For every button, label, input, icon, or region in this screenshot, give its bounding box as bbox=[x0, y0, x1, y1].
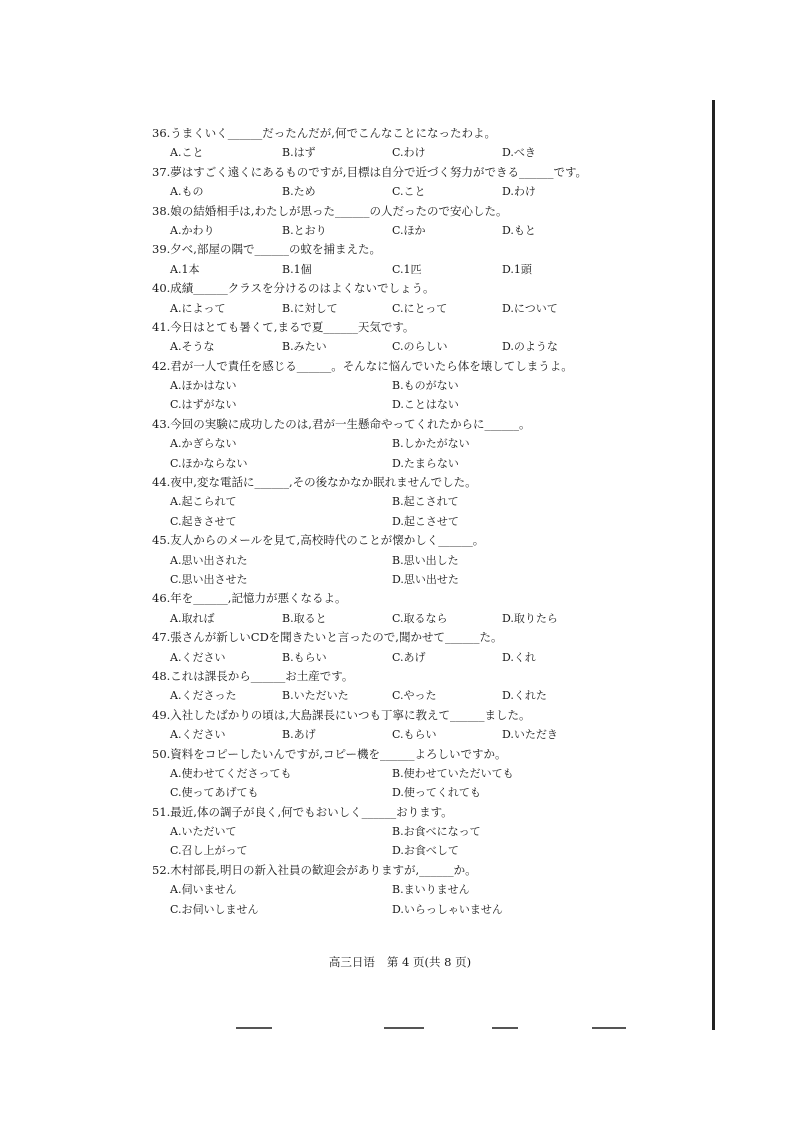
option-row bbox=[152, 221, 707, 240]
option-row bbox=[152, 260, 707, 279]
page-edge-rule bbox=[712, 100, 715, 1030]
option-c: C.ほか bbox=[392, 223, 426, 237]
option-c: C.思い出させた bbox=[170, 572, 248, 586]
option-row bbox=[152, 337, 707, 356]
option-c: C.お伺いしません bbox=[170, 902, 259, 916]
option-c: C.わけ bbox=[392, 146, 426, 160]
option-a: A.によって bbox=[170, 301, 226, 315]
scan-mark bbox=[236, 1027, 272, 1029]
question-text: 45.友人からのメールを見て,高校時代のことが懐かしく______。 bbox=[152, 533, 485, 548]
option-c: C.ほかならない bbox=[170, 456, 248, 470]
option-b: B.取ると bbox=[282, 611, 327, 625]
option-d: D.ことはない bbox=[392, 398, 459, 412]
option-a: A.起こられて bbox=[170, 495, 237, 509]
option-c: C.取るなら bbox=[392, 611, 448, 625]
question-text: 48.これは課長から______お土産です。 bbox=[152, 668, 354, 683]
option-row bbox=[152, 512, 707, 531]
option-c: C.やった bbox=[392, 689, 437, 703]
scan-mark bbox=[384, 1027, 424, 1029]
page-footer bbox=[0, 954, 800, 970]
option-row bbox=[152, 841, 707, 860]
option-b: B.1個 bbox=[282, 262, 312, 276]
question-text: 44.夜中,変な電話に______,その後なかなか眠れませんでした。 bbox=[152, 475, 477, 490]
option-b: B.使わせていただいても bbox=[392, 766, 514, 780]
option-a: A.伺いません bbox=[170, 883, 237, 897]
option-c: C.1匹 bbox=[392, 262, 422, 276]
option-a: A.使わせてくださっても bbox=[170, 766, 292, 780]
option-d: D.について bbox=[502, 301, 558, 315]
question-text: 52.木村部長,明日の新入社員の歓迎会がありますが,______か。 bbox=[152, 862, 477, 877]
option-row bbox=[152, 143, 707, 162]
question-text: 43.今回の実験に成功したのは,君が一生懸命やってくれたからに______。 bbox=[152, 416, 531, 431]
option-row bbox=[152, 492, 707, 511]
question-text: 38.娘の結婚相手は,わたしが思った______の人だったので安心した。 bbox=[152, 203, 508, 218]
option-row bbox=[152, 822, 707, 841]
option-b: B.あげ bbox=[282, 728, 316, 742]
option-b: B.しかたがない bbox=[392, 437, 470, 451]
footer-subject: 高三日语 bbox=[328, 955, 375, 969]
option-row bbox=[152, 454, 707, 473]
option-d: D.取りたら bbox=[502, 611, 558, 625]
option-d: D.くれた bbox=[502, 689, 547, 703]
question-text: 47.張さんが新しいCDを聞きたいと言ったので,聞かせて______た。 bbox=[152, 630, 503, 645]
option-a: A.ください bbox=[170, 650, 226, 664]
option-d: D.わけ bbox=[502, 185, 536, 199]
option-row bbox=[152, 376, 707, 395]
footer-page-number: 第 4 页(共 8 页) bbox=[386, 955, 472, 969]
option-d: D.のような bbox=[502, 340, 558, 354]
option-a: A.思い出された bbox=[170, 553, 248, 567]
option-c: C.はずがない bbox=[170, 398, 237, 412]
option-d: D.たまらない bbox=[392, 456, 459, 470]
option-d: D.もと bbox=[502, 223, 536, 237]
question-text: 51.最近,体の調子が良く,何でもおいしく______おります。 bbox=[152, 804, 453, 819]
option-b: B.に対して bbox=[282, 301, 338, 315]
option-b: B.お食べになって bbox=[392, 825, 481, 839]
question-text: 37.夢はすごく遠くにあるものですが,目標は自分で近づく努力ができる______です。 bbox=[152, 164, 588, 179]
option-b: B.まいりません bbox=[392, 883, 470, 897]
option-b: B.ものがない bbox=[392, 379, 459, 393]
option-c: C.にとって bbox=[392, 301, 448, 315]
option-row bbox=[152, 299, 707, 318]
option-b: B.ため bbox=[282, 185, 316, 199]
option-a: A.1本 bbox=[170, 262, 200, 276]
question-text: 42.君が一人で責任を感じる______。そんなに悩んでいたら体を壊してしまうよ。 bbox=[152, 358, 573, 373]
option-a: A.かわり bbox=[170, 223, 215, 237]
option-d: D.使ってくれても bbox=[392, 786, 481, 800]
option-a: A.もの bbox=[170, 185, 204, 199]
option-d: D.思い出せた bbox=[392, 572, 459, 586]
option-b: B.みたい bbox=[282, 340, 327, 354]
option-c: C.のらしい bbox=[392, 340, 448, 354]
option-row bbox=[152, 434, 707, 453]
option-a: A.ください bbox=[170, 728, 226, 742]
option-d: D.いただき bbox=[502, 728, 558, 742]
option-a: A.いただいて bbox=[170, 825, 237, 839]
option-a: A.くださった bbox=[170, 689, 237, 703]
question-text: 49.入社したばかりの頃は,大島課長にいつも丁寧に教えて______ました。 bbox=[152, 707, 531, 722]
option-d: D.起こさせて bbox=[392, 514, 459, 528]
option-c: C.召し上がって bbox=[170, 844, 248, 858]
option-a: A.そうな bbox=[170, 340, 215, 354]
question-text: 46.年を______,記憶力が悪くなるよ。 bbox=[152, 591, 347, 606]
option-b: B.起こされて bbox=[392, 495, 459, 509]
option-b: B.はず bbox=[282, 146, 316, 160]
option-b: B.思い出した bbox=[392, 553, 459, 567]
option-c: C.起きさせて bbox=[170, 514, 237, 528]
option-c: C.こと bbox=[392, 185, 426, 199]
option-row bbox=[152, 570, 707, 589]
scan-mark bbox=[492, 1027, 518, 1029]
option-b: B.いただいた bbox=[282, 689, 349, 703]
option-row bbox=[152, 395, 707, 414]
option-row bbox=[152, 686, 707, 705]
question-text: 39.夕べ,部屋の隅で______の蚊を捕まえた。 bbox=[152, 242, 381, 257]
option-d: D.べき bbox=[502, 146, 536, 160]
option-row bbox=[152, 648, 707, 667]
option-d: D.くれ bbox=[502, 650, 536, 664]
option-d: D.いらっしゃいません bbox=[392, 902, 503, 916]
option-row bbox=[152, 551, 707, 570]
question-text: 36.うまくいく______だったんだが,何でこんなことになったわよ。 bbox=[152, 126, 496, 140]
option-a: A.かぎらない bbox=[170, 437, 237, 451]
scan-mark bbox=[592, 1027, 626, 1029]
question-text: 41.今日はとても暑くて,まるで夏______天気です。 bbox=[152, 319, 415, 334]
option-c: C.あげ bbox=[392, 650, 426, 664]
option-row bbox=[152, 764, 707, 783]
option-b: B.とおり bbox=[282, 223, 327, 237]
option-c: C.もらい bbox=[392, 728, 437, 742]
question-text: 40.成績______クラスを分けるのはよくないでしょう。 bbox=[152, 281, 435, 296]
option-row bbox=[152, 609, 707, 628]
option-d: D.お食べして bbox=[392, 844, 459, 858]
option-a: A.取れば bbox=[170, 611, 215, 625]
option-a: A.ほかはない bbox=[170, 379, 237, 393]
question-list bbox=[152, 124, 707, 919]
option-b: B.もらい bbox=[282, 650, 327, 664]
option-d: D.1頭 bbox=[502, 262, 532, 276]
option-row bbox=[152, 783, 707, 802]
option-row bbox=[152, 182, 707, 201]
option-row bbox=[152, 880, 707, 899]
option-c: C.使ってあげても bbox=[170, 786, 259, 800]
option-a: A.こと bbox=[170, 146, 204, 160]
option-row bbox=[152, 725, 707, 744]
option-row bbox=[152, 900, 707, 919]
question-text: 50.資料をコピーしたいんですが,コピー機を______よろしいですか。 bbox=[152, 746, 507, 761]
